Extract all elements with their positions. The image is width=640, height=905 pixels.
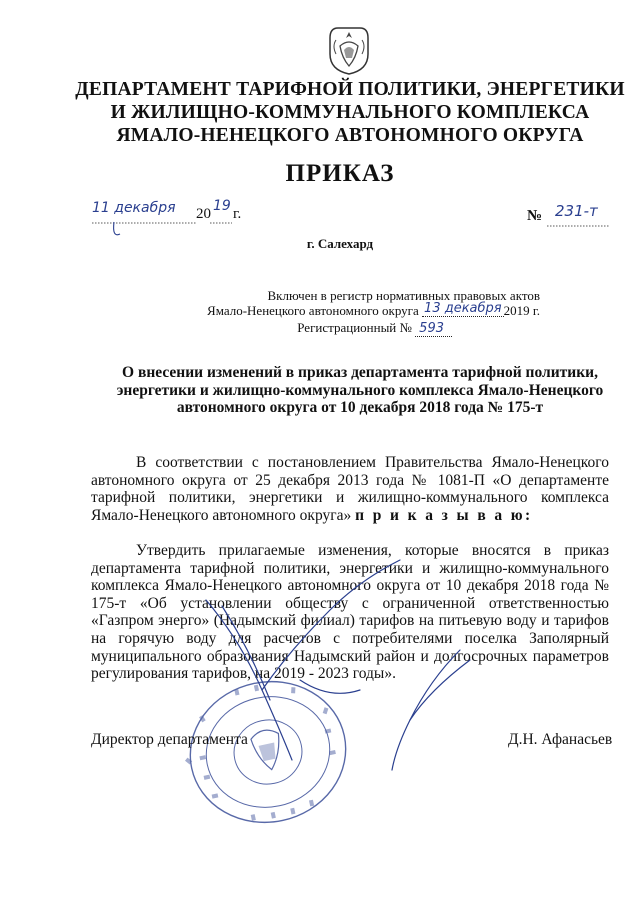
city-line: г. Салехард bbox=[306, 236, 374, 251]
department-heading bbox=[60, 78, 640, 147]
handwritten-registry-number: 593 bbox=[415, 321, 452, 337]
registry-line-2-prefix: Ямало-Ненецкого автономного округа bbox=[207, 303, 419, 318]
department-line: И ЖИЛИЩНО-КОММУНАЛЬНОГО КОМПЛЕКСА bbox=[110, 102, 590, 123]
subject-line: О внесении изменений в приказ департамента тарифной политики, bbox=[122, 364, 598, 381]
registry-line-2-suffix: 2019 г. bbox=[503, 303, 540, 318]
department-line: ДЕПАРТАМЕНТ ТАРИФНОЙ ПОЛИТИКИ, ЭНЕРГЕТИКИ bbox=[75, 79, 625, 100]
department-line: ЯМАЛО-НЕНЕЦКОГО АВТОНОМНОГО ОКРУГА bbox=[116, 125, 584, 146]
handwritten-order-number: 231-т bbox=[555, 202, 598, 220]
official-seal-stamp bbox=[156, 660, 366, 840]
body-paragraph-preamble bbox=[91, 454, 609, 524]
handwritten-registry-date: 13 декабря bbox=[424, 301, 502, 316]
document-type-title: ПРИКАЗ bbox=[285, 160, 395, 187]
order-number bbox=[527, 202, 598, 225]
signatory-name: Д.Н. Афанасьев bbox=[508, 731, 613, 748]
order-word: п р и к а з ы в а ю: bbox=[355, 506, 533, 524]
date-year-prefix: 20 bbox=[196, 206, 211, 222]
preamble-text: В соответствии с постановлением Правительства Ямало-Ненецкого автономного округа от 25 декабря 2013 года № 1081-П «О департаменте тарифной политики, энергетики и жилищно-коммунального комплекса Ямало-Ненецкого автономного округа» bbox=[91, 454, 609, 524]
signatory-position: Директор департамента bbox=[91, 731, 248, 748]
coat-of-arms-emblem bbox=[326, 24, 372, 76]
subject-line: энергетики и жилищно-коммунального комплекса Ямало-Ненецкого bbox=[116, 381, 604, 399]
order-subject bbox=[90, 364, 630, 417]
body-paragraph-decision: Утвердить прилагаемые изменения, которые вносятся в приказ департамента тарифной политики, энергетики и жилищно-коммунального комплекса Ямало-Ненецкого автономного округа от 10 декабря 2018 года № 175-т «Об установлении обществу с ограниченной ответственностью «Газпром энерго» (Надымский филиал) тарифов на питьевую воду и тарифов на горячую воду для расчетов с потребителями поселка Заполярный муниципального образования Надымский район и долгосрочных параметров регулирования тарифов, на 2019 - 2023 годы». bbox=[91, 542, 609, 683]
number-label: № bbox=[527, 208, 543, 224]
subject-line: автономного округа от 10 декабря 2018 года № 175-т bbox=[176, 399, 544, 416]
handwritten-date-year: 19 bbox=[213, 198, 231, 214]
date-suffix: г. bbox=[233, 206, 242, 222]
registry-line-3-prefix: Регистрационный № bbox=[297, 320, 412, 335]
registry-block bbox=[180, 288, 540, 337]
number-underline bbox=[547, 224, 611, 228]
registry-line-3 bbox=[180, 320, 540, 337]
registry-line-2 bbox=[180, 303, 540, 320]
registry-line-1: Включен в регистр нормативных правовых актов bbox=[267, 288, 540, 303]
handwritten-date-day: 11 декабря bbox=[92, 200, 176, 216]
